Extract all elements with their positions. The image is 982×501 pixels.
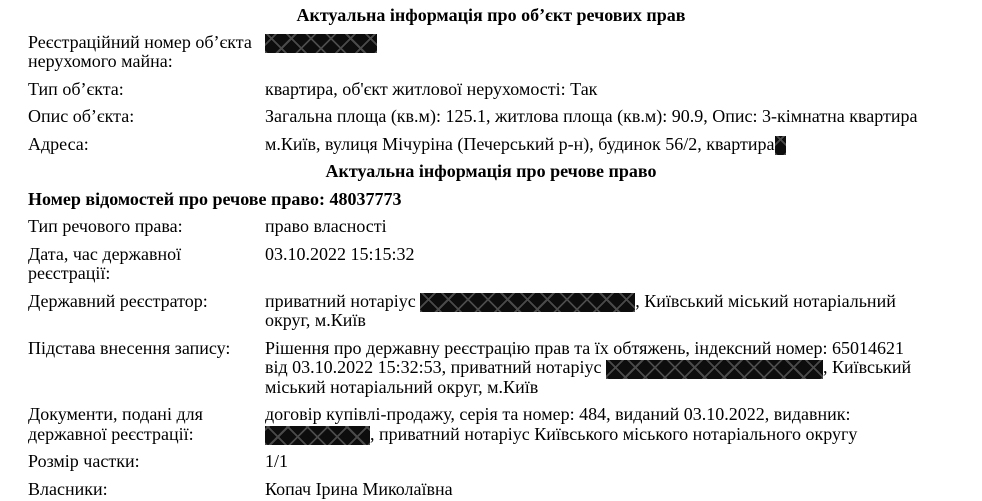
field-label: Опис об’єкта: (28, 106, 135, 126)
field-row (0, 217, 982, 237)
field-value: право власності (265, 216, 387, 236)
field-label: Документи, подані для державної реєстрації: (28, 404, 203, 444)
field-row (0, 339, 982, 398)
field-label: Розмір частки: (28, 451, 140, 471)
redaction-box (420, 293, 635, 312)
field-value: договір купівлі-продажу, серія та номер: 484, виданий 03.10.2022, видавник: , приватний нотаріус Київського міського нотаріального округу (265, 404, 858, 444)
field-value: м.Київ, вулиця Мічуріна (Печерський р-н), будинок 56/2, квартира (265, 135, 923, 155)
redaction-box (775, 136, 786, 155)
field-value: Рішення про державну реєстрацію прав та їх обтяжень, індексний номер: 65014621 від 03.10.2022 15:32:53, приватний нотаріус , Київський міський нотаріальний округ, м.Київ (265, 337, 912, 397)
field-value: 1/1 (265, 451, 289, 471)
record-number-label: Номер відомостей про речове право: (28, 188, 330, 209)
field-label: Підстава внесення запису: (28, 337, 231, 358)
field-label: Дата, час державної реєстрації: (28, 243, 182, 283)
field-row (0, 405, 982, 444)
field-label: Державний реєстратор: (28, 290, 208, 311)
field-row (0, 107, 982, 127)
object-section-heading: Актуальна інформація про об’єкт речових прав (296, 5, 686, 25)
redaction-box (265, 34, 377, 53)
registry-extract-document (0, 6, 982, 499)
field-value (265, 33, 923, 72)
right-section (0, 217, 982, 499)
redaction-box (265, 426, 370, 445)
field-value: квартира, об'єкт житлової нерухомості: Так (265, 78, 598, 99)
field-value: 03.10.2022 15:15:32 (265, 243, 415, 264)
field-value: приватний нотаріус , Київський міський нотаріальний округ, м.Київ (265, 290, 896, 330)
field-row (0, 33, 982, 72)
redaction-box (606, 360, 823, 379)
record-number-value: 48037773 (329, 188, 402, 209)
right-section-heading: Актуальна інформація про речове право (325, 161, 657, 181)
field-row (0, 80, 982, 100)
field-label: Реєстраційний номер об’єкта нерухомого майна: (28, 31, 252, 71)
field-row (0, 135, 982, 155)
object-section (0, 33, 982, 155)
record-number-line (0, 190, 982, 210)
field-label: Власники: (28, 478, 108, 499)
field-row (0, 480, 982, 500)
field-row (0, 452, 982, 472)
field-value: Копач Ірина Миколаївна (265, 478, 453, 499)
field-label: Тип об’єкта: (28, 78, 124, 99)
field-value: Загальна площа (кв.м): 125.1, житлова площа (кв.м): 90.9, Опис: 3-кімнатна квартира (265, 106, 918, 126)
field-label: Тип речового права: (28, 216, 183, 236)
field-label: Адреса: (28, 133, 89, 154)
field-row (0, 245, 982, 284)
field-row (0, 292, 982, 331)
